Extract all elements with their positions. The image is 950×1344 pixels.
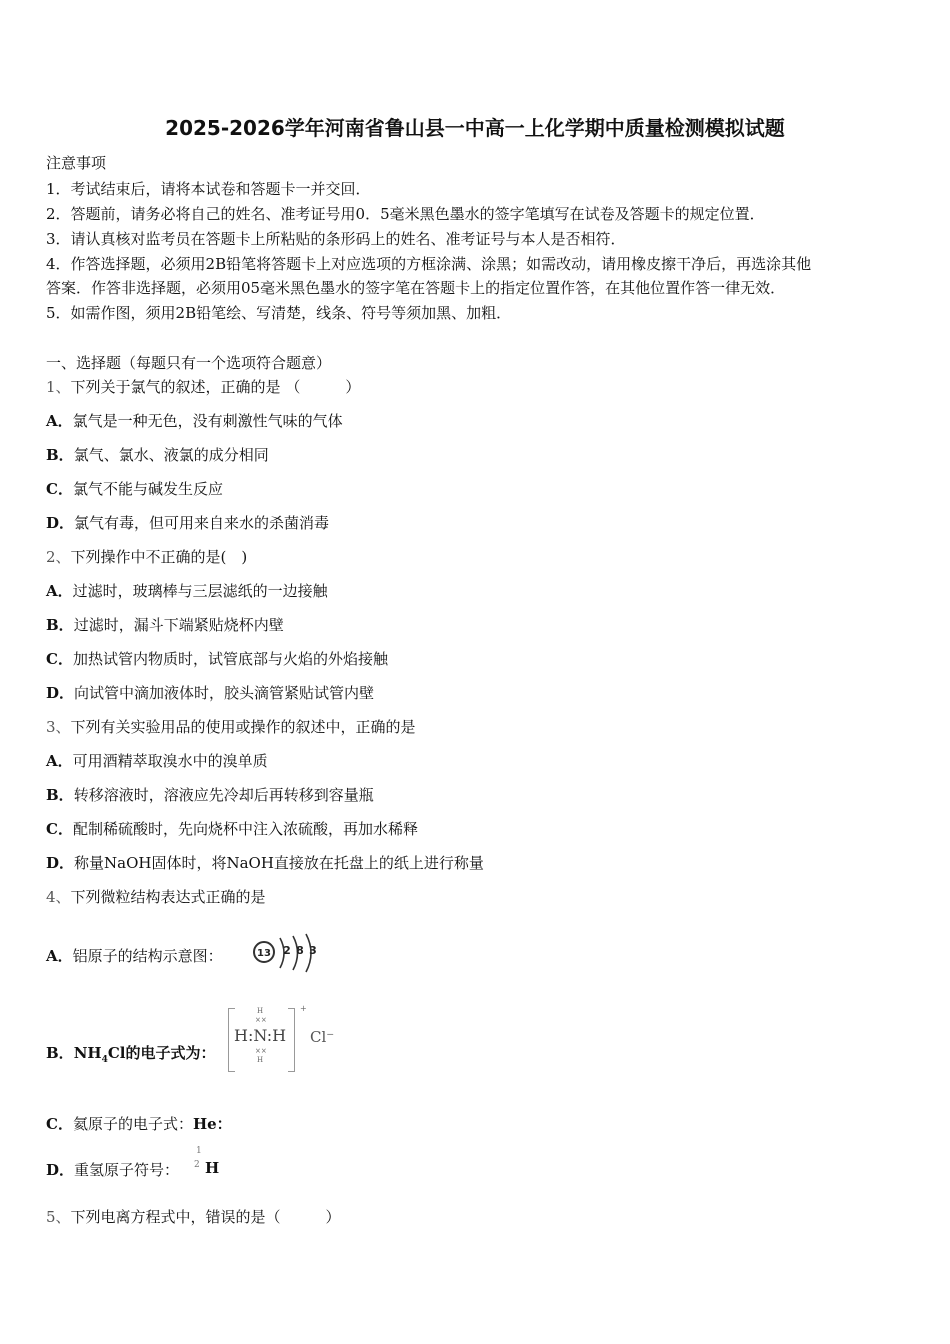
q4-option-c xyxy=(46,1113,232,1134)
option-text: 重氢原子符号： xyxy=(74,1161,180,1179)
option-text: 氯气不能与碱发生反应 xyxy=(72,480,223,498)
formula-prefix: NH xyxy=(73,1044,102,1062)
q3-option-d xyxy=(46,852,484,873)
option-key: D． xyxy=(46,1161,75,1179)
bottom-hydrogen: H xyxy=(257,1056,264,1064)
q2-option-b xyxy=(46,614,284,635)
option-key: A． xyxy=(46,412,73,430)
q4-option-b xyxy=(46,1042,215,1065)
core-formula: H:N:H xyxy=(234,1026,287,1045)
option-key: B． xyxy=(46,446,74,464)
question-stem: 下列微粒结构表达式正确的是 xyxy=(70,888,266,906)
option-text: 向试管中滴加液体时，胶头滴管紧贴试管内壁 xyxy=(74,684,375,702)
option-key: C． xyxy=(46,650,73,668)
bracket-right xyxy=(288,1008,295,1072)
option-text: 氯气、氯水、液氯的成分相同 xyxy=(73,446,269,464)
formula-subscript: 4 xyxy=(101,1055,108,1065)
option-text: 铝原子的结构示意图： xyxy=(72,947,223,965)
bottom-electron-pair: ×× xyxy=(255,1047,267,1055)
option-text: 氯气有毒，但可用来自来水的杀菌消毒 xyxy=(74,514,330,532)
option-key: B． xyxy=(46,1044,74,1062)
question-number: 3、 xyxy=(46,718,71,736)
page-title: 2025-2026学年河南省鲁山县一中高一上化学期中质量检测模拟试题 xyxy=(165,116,785,140)
option-key: B． xyxy=(46,616,74,634)
question-stem: 下列有关实验用品的使用或操作的叙述中，正确的是 xyxy=(70,718,416,736)
q1-option-d xyxy=(46,512,329,533)
shell-count-3: 3 xyxy=(309,944,317,957)
question-1 xyxy=(46,376,360,397)
option-text: 配制稀硫酸时，先向烧杯中注入浓硫酸，再加水稀释 xyxy=(72,820,418,838)
option-text: 可用酒精萃取溴水中的溴单质 xyxy=(72,752,268,770)
option-text: 氯气是一种无色，没有刺激性气味的气体 xyxy=(72,412,343,430)
chloride-ion: Cl⁻ xyxy=(310,1028,335,1046)
q2-option-d xyxy=(46,682,374,703)
question-number: 4、 xyxy=(46,888,71,906)
option-key: A． xyxy=(46,752,73,770)
question-number: 1、 xyxy=(46,378,71,396)
top-hydrogen: H xyxy=(257,1007,264,1015)
option-text: 氦原子的电子式： xyxy=(72,1115,193,1133)
q3-option-c xyxy=(46,818,418,839)
option-key: D． xyxy=(46,684,75,702)
q4-option-d xyxy=(46,1159,179,1180)
nh4cl-electron-formula xyxy=(226,1004,336,1074)
option-text: 过滤时，漏斗下端紧贴烧杯内壁 xyxy=(73,616,284,634)
notice-item-3: 3．请认真核对监考员在答题卡上所粘贴的条形码上的姓名、准考证号与本人是否相符． xyxy=(46,230,626,248)
option-key: C． xyxy=(46,820,73,838)
q1-option-a xyxy=(46,410,343,431)
atomic-number: 2 xyxy=(194,1160,200,1170)
option-key: D． xyxy=(46,854,75,872)
question-stem: 下列电离方程式中，错误的是（ ） xyxy=(70,1208,341,1226)
cation-charge: + xyxy=(300,1004,307,1013)
notice-item-4: 4．作答选择题，必须用2B铅笔将答题卡上对应选项的方框涂满、涂黑；如需改动，请用橡皮擦干净后，再选涂其他 xyxy=(46,255,812,273)
question-number: 2、 xyxy=(46,548,71,566)
option-text: 过滤时，玻璃棒与三层滤纸的一边接触 xyxy=(72,582,328,600)
question-4 xyxy=(46,886,266,907)
q2-option-a xyxy=(46,580,328,601)
question-5 xyxy=(46,1206,341,1227)
q1-option-c xyxy=(46,478,223,499)
notice-item-1: 1．考试结束后，请将本试卷和答题卡一并交回． xyxy=(46,180,371,198)
shell-count-1: 2 xyxy=(283,944,291,957)
helium-formula: He： xyxy=(192,1115,232,1133)
option-text: 加热试管内物质时，试管底部与火焰的外焰接触 xyxy=(72,650,388,668)
option-text: 转移溶液时，溶液应先冷却后再转移到容量瓶 xyxy=(73,786,374,804)
notice-item-2: 2．答题前，请务必将自己的姓名、准考证号用0．5毫米黑色墨水的签字笔填写在试卷及答题卡的规定位置． xyxy=(46,205,765,223)
q3-option-a xyxy=(46,750,268,771)
question-3 xyxy=(46,716,416,737)
option-key: C． xyxy=(46,480,73,498)
nucleus-charge: 13 xyxy=(257,948,271,959)
deuterium-symbol xyxy=(193,1146,223,1182)
question-number: 5、 xyxy=(46,1208,71,1226)
notice-item-4-cont: 答案．作答非选择题，必须用05毫米黑色墨水的签字笔在答题卡上的指定位置作答，在其他位置作答一律无效． xyxy=(46,279,786,297)
q2-option-c xyxy=(46,648,388,669)
section-heading: 一、选择题（每题只有一个选项符合题意） xyxy=(46,354,332,372)
question-stem: 下列操作中不正确的是( ) xyxy=(70,548,248,566)
option-key: D． xyxy=(46,514,75,532)
notice-heading: 注意事项 xyxy=(46,154,107,172)
shell-count-2: 8 xyxy=(296,944,304,957)
option-text: 称量NaOH固体时，将NaOH直接放在托盘上的纸上进行称量 xyxy=(74,854,484,872)
element-symbol: H xyxy=(205,1159,220,1177)
q1-option-b xyxy=(46,444,269,465)
notice-item-5: 5．如需作图，须用2B铅笔绘、写清楚，线条、符号等须加黑、加粗． xyxy=(46,304,512,322)
option-key: B． xyxy=(46,786,74,804)
formula-suffix: Cl的电子式为： xyxy=(107,1044,216,1062)
option-key: C． xyxy=(46,1115,73,1133)
question-2 xyxy=(46,546,247,567)
q3-option-b xyxy=(46,784,374,805)
mass-number: 1 xyxy=(196,1146,202,1156)
question-stem: 下列关于氯气的叙述，正确的是 （ ） xyxy=(70,378,361,396)
aluminum-atom-diagram xyxy=(250,932,320,974)
top-electron-pair: ×× xyxy=(255,1016,267,1024)
q4-option-a xyxy=(46,945,223,966)
option-key: A． xyxy=(46,947,73,965)
option-key: A． xyxy=(46,582,73,600)
